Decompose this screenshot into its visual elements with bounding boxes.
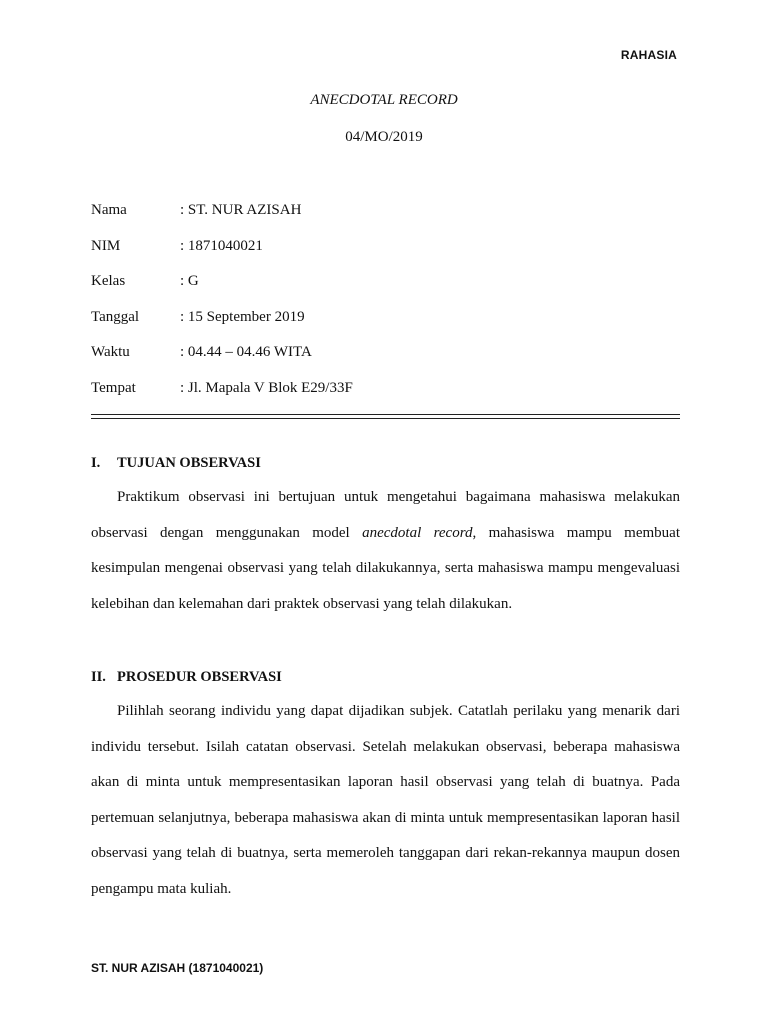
info-value: : ST. NUR AZISAH bbox=[180, 202, 302, 218]
info-value: : Jl. Mapala V Blok E29/33F bbox=[180, 379, 353, 396]
section-number: II. bbox=[91, 669, 106, 685]
info-value: : G bbox=[180, 273, 199, 289]
section-paragraph-tujuan bbox=[91, 480, 680, 622]
section-heading-tujuan bbox=[91, 455, 261, 472]
info-label: Kelas bbox=[91, 273, 126, 289]
info-value: : 04.44 – 04.46 WITA bbox=[180, 344, 312, 360]
paragraph-text: , mahasiswa mampu membuat kesimpulan mengenai observasi yang telah dilakukannya, serta mahasiswa mampu mengevaluasi kelebihan dan kelemahan dari praktek observasi yang telah dilakukan. bbox=[91, 524, 680, 612]
info-label: Nama bbox=[91, 202, 127, 218]
info-label: Tanggal bbox=[91, 308, 140, 325]
info-label: Tempat bbox=[91, 379, 136, 396]
section-paragraph-prosedur bbox=[91, 694, 680, 907]
section-title: TUJUAN OBSERVASI bbox=[117, 455, 261, 471]
page-footer: ST. NUR AZISAH (1871040021) bbox=[91, 961, 264, 975]
document-number: 04/MO/2019 bbox=[345, 129, 423, 145]
document-title: ANECDOTAL RECORD bbox=[310, 92, 458, 108]
divider-line-bottom bbox=[91, 418, 680, 419]
info-value: : 15 September 2019 bbox=[180, 308, 305, 325]
paragraph-italic-term: anecdotal record bbox=[362, 524, 473, 541]
info-label: Waktu bbox=[91, 344, 130, 360]
paragraph-text: Pilihlah seorang individu yang dapat dijadikan subjek. Catatlah perilaku yang menarik dari individu tersebut. Isilah catatan observasi. Setelah melakukan observasi, beberapa mahasiswa akan di minta untuk mempresentasikan laporan hasil observasi yang telah di buatnya. Pada pertemuan selanjutnya, beberapa mahasiswa akan di minta untuk mempresentasikan laporan hasil observasi yang telah di buatnya, serta memeroleh tanggapan dari rekan-rekannya maupun dosen pengampu mata kuliah. bbox=[91, 703, 680, 897]
paragraph-text: Praktikum observasi ini bertujuan untuk mengetahui bagaimana mahasiswa melakukan observasi dengan menggunakan model bbox=[91, 489, 680, 541]
divider-line-top bbox=[91, 414, 680, 415]
classification-label: RAHASIA bbox=[620, 48, 677, 62]
section-number: I. bbox=[91, 455, 101, 471]
section-heading-prosedur bbox=[91, 669, 282, 686]
info-label: NIM bbox=[91, 237, 121, 254]
section-title: PROSEDUR OBSERVASI bbox=[117, 669, 282, 685]
info-value: : 1871040021 bbox=[180, 237, 263, 254]
